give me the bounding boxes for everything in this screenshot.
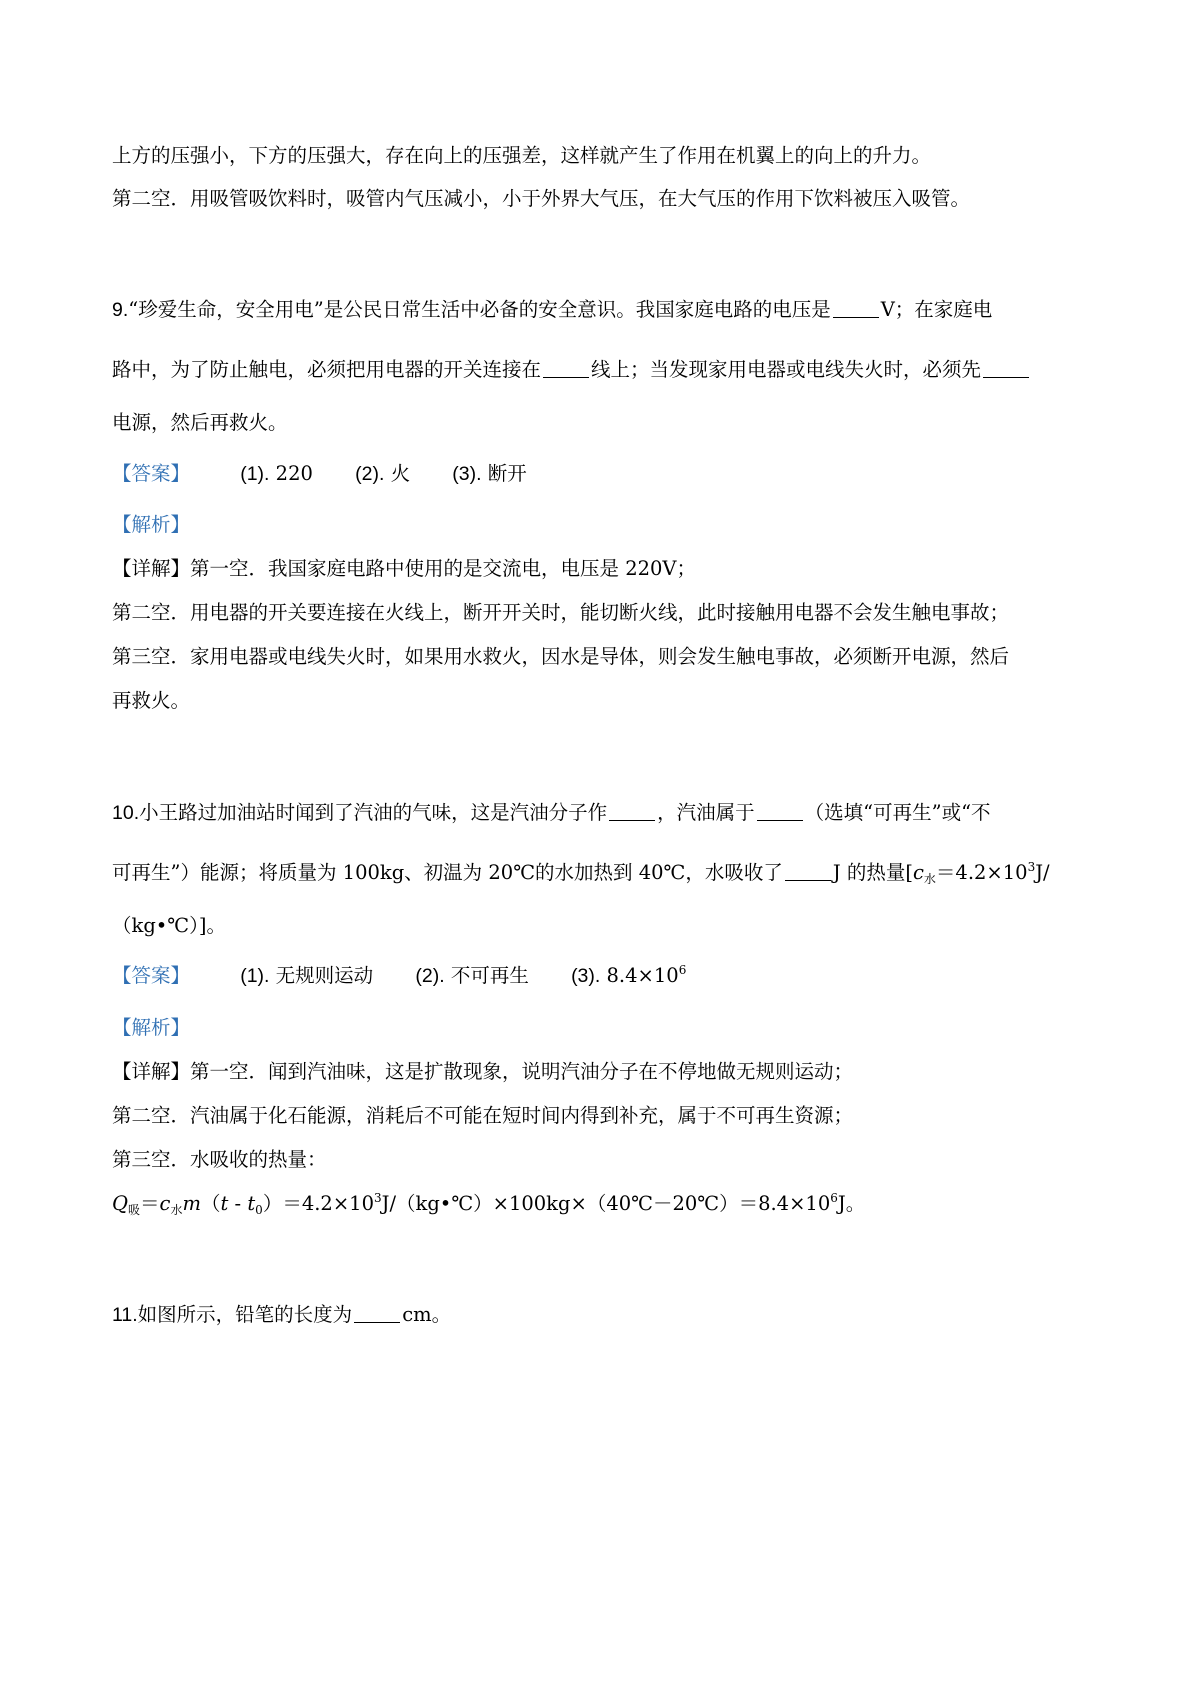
q9-blank-1 — [833, 300, 879, 318]
formula-text: J。 — [837, 1192, 866, 1215]
q9-stem-line-2 — [112, 360, 1031, 380]
q10-answer-tag: 【答案】 — [112, 964, 191, 987]
q9-answer-2 — [355, 464, 410, 485]
q9-detail-tag: 【详解】 — [112, 557, 191, 580]
q10-detail-line-3: 第三空．水吸收的热量： — [112, 1148, 327, 1171]
q9-stem-text: 路中，为了防止触电，必须把用电器的开关连接在 — [112, 358, 542, 381]
q10-stem-text: （选填“可再生”或“不 — [804, 801, 991, 824]
q9-answer-3 — [452, 464, 526, 485]
q10-stem-text: J/ — [1035, 861, 1050, 884]
q10-answer-1-label: (1). — [240, 965, 270, 987]
q9-answer-line — [112, 464, 527, 485]
q9-answer-3-value: 断开 — [487, 462, 527, 485]
q10-detail-tag: 【详解】 — [112, 1060, 191, 1083]
q10-answer-line — [112, 963, 687, 987]
q10-stem-line-2 — [112, 860, 1050, 886]
formula-var-t: t — [220, 1192, 229, 1215]
q11-number: 11. — [112, 1304, 138, 1326]
q10-formula-line — [112, 1191, 866, 1217]
formula-text: ）＝4.2×10 — [262, 1192, 374, 1215]
q9-stem-text: V；在家庭电 — [880, 298, 993, 321]
q9-detail-line-2: 第二空．用电器的开关要连接在火线上，断开开关时，能切断火线，此时接触用电器不会发生触电事故； — [112, 601, 1010, 624]
q10-answer-3-label: (3). — [571, 965, 601, 987]
q10-detail-line-2: 第二空．汽油属于化石能源，消耗后不可能在短时间内得到补充，属于不可再生资源； — [112, 1104, 854, 1127]
formula-var-c: c — [159, 1192, 171, 1215]
q10-blank-1 — [609, 803, 655, 821]
prev-text-line-2: 第二空．用吸管吸饮料时，吸管内气压减小，小于外界大气压，在大气压的作用下饮料被压入吸管。 — [112, 187, 971, 210]
q10-detail-line-1 — [112, 1062, 853, 1082]
formula-text: - — [228, 1192, 248, 1215]
formula-var-t0: t — [247, 1192, 256, 1215]
q10-stem-text: 可再生”）能源；将质量为 100kg、初温为 20℃的水加热到 40℃，水吸收了 — [112, 861, 783, 884]
q10-blank-3 — [785, 863, 831, 881]
q10-answer-2-label: (2). — [415, 965, 445, 987]
q10-number: 10. — [112, 802, 140, 824]
q9-stem-text: 线上；当发现家用电器或电线失火时，必须先 — [591, 358, 982, 381]
q10-detail-text: 第一空．闻到汽油味，这是扩散现象，说明汽油分子在不停地做无规则运动； — [190, 1060, 854, 1083]
q9-answer-tag: 【答案】 — [112, 462, 191, 485]
q9-answer-2-value: 火 — [390, 462, 411, 485]
q9-answer-2-label: (2). — [355, 463, 385, 485]
q10-stem-line-1 — [112, 803, 991, 824]
q10-answer-3-value: 8.4×10 — [606, 964, 679, 987]
formula-var-m: m — [182, 1192, 201, 1215]
q10-stem-line-3: （kg•℃）]。 — [112, 914, 226, 937]
q10-answer-3-exp: 6 — [678, 963, 687, 977]
q10-stem-text: ，汽油属于 — [657, 801, 755, 824]
q10-stem-text: J 的热量[ — [832, 861, 913, 884]
q9-detail-line-3: 第三空．家用电器或电线失火时，如果用水救火，因水是导体，则会发生触电事故，必须断开电源，然后 — [112, 645, 1010, 668]
q9-stem-text: “珍爱生命，安全用电”是公民日常生活中必备的安全意识。我国家庭电路的电压是 — [128, 298, 831, 321]
formula-text: ＝ — [140, 1192, 160, 1215]
q10-stem-text: 小王路过加油站时闻到了汽油的气味，这是汽油分子作 — [139, 801, 608, 824]
q9-blank-2 — [543, 360, 589, 378]
q11-stem-line-1 — [112, 1305, 451, 1326]
q9-answer-3-label: (3). — [452, 463, 482, 485]
q9-analysis-tag: 【解析】 — [112, 513, 191, 536]
q9-detail-line-1 — [112, 559, 696, 579]
q10-var-c: c — [912, 861, 924, 884]
q9-answer-1-label: (1). — [240, 463, 270, 485]
q10-answer-2 — [415, 966, 528, 987]
q9-stem-line-1 — [112, 300, 992, 321]
formula-sub: 0 — [255, 1203, 263, 1217]
formula-text: （ — [200, 1192, 221, 1215]
q9-detail-line-4: 再救火。 — [112, 689, 191, 712]
q9-answer-1-value: 220 — [275, 462, 313, 485]
q10-answer-1 — [240, 966, 373, 987]
q9-blank-3 — [983, 360, 1029, 378]
q10-stem-text: ＝4.2×10 — [935, 861, 1028, 884]
prev-text-line-1: 上方的压强小，下方的压强大，存在向上的压强差，这样就产生了作用在机翼上的向上的升力。 — [112, 144, 932, 167]
q9-detail-text: 第一空．我国家庭电路中使用的是交流电，电压是 220V； — [190, 557, 697, 580]
q11-blank-1 — [354, 1305, 400, 1323]
q10-var-c-sub: 水 — [923, 872, 936, 886]
formula-text: J/（kg•℃）×100kg×（40℃－20℃）＝8.4×10 — [381, 1192, 831, 1215]
q9-number: 9. — [112, 299, 129, 321]
formula-exp: 3 — [373, 1191, 382, 1205]
q10-answer-3 — [571, 963, 687, 987]
formula-var-Q: Q — [112, 1192, 128, 1215]
formula-exp: 6 — [830, 1191, 838, 1205]
formula-sub: 水 — [170, 1203, 183, 1217]
q10-blank-2 — [757, 803, 803, 821]
q10-analysis-tag: 【解析】 — [112, 1016, 191, 1039]
formula-sub: 吸 — [128, 1203, 141, 1217]
q10-answer-2-value: 不可再生 — [450, 964, 529, 987]
q9-stem-line-3: 电源，然后再救火。 — [112, 411, 288, 434]
q11-stem-text: 如图所示，铅笔的长度为 — [137, 1303, 353, 1326]
q9-answer-1 — [240, 464, 313, 485]
q10-exp: 3 — [1027, 860, 1036, 874]
q10-answer-1-value: 无规则运动 — [275, 964, 374, 987]
q11-stem-text: cm。 — [402, 1303, 452, 1326]
